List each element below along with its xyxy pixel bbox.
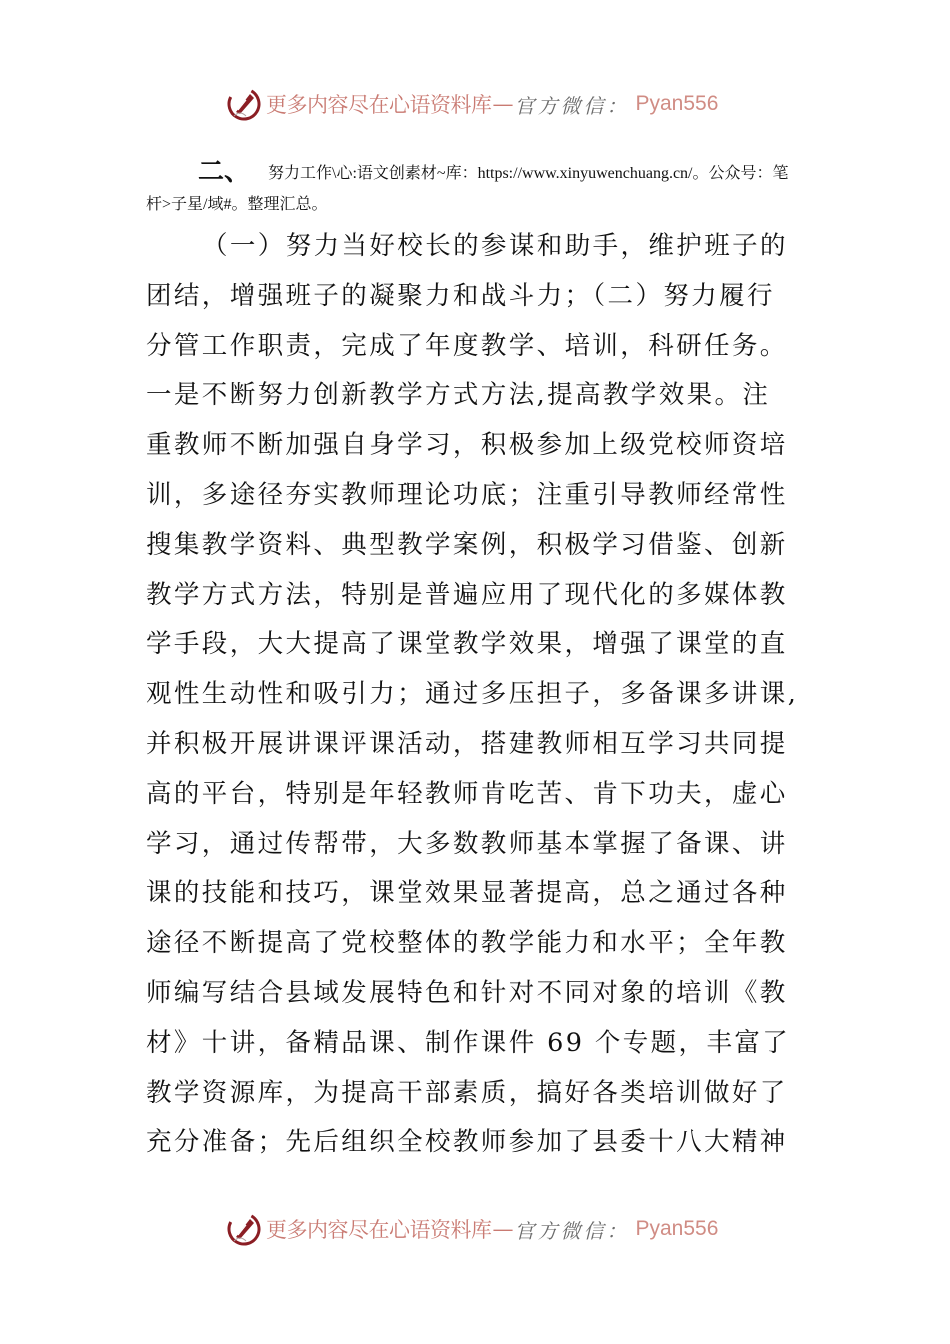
body-line: 师编写结合县域发展特色和针对不同对象的培训《教	[146, 977, 788, 1008]
body-line: 并积极开展讲课评课活动，搭建教师相互学习共同提	[146, 728, 788, 759]
body-line: 高的平台，特别是年轻教师肯吃苦、肯下功夫，虚心	[146, 778, 788, 809]
wechat-id: Pyan556	[635, 1217, 719, 1240]
section-heading	[146, 157, 816, 217]
body-line: 一是不断努力创新教学方式方法,提高教学效果。注	[146, 380, 771, 411]
wechat-id: Pyan556	[635, 92, 719, 115]
body-line: 重教师不断加强自身学习，积极参加上级党校师资培	[146, 430, 788, 461]
body-line: 材》十讲，备精品课、制作课件 69 个专题，丰富了	[146, 1027, 791, 1058]
body-line: 学习，通过传帮带，大多数教师基本掌握了备课、讲	[146, 828, 788, 859]
footer-watermark-banner	[226, 1209, 726, 1249]
separator-dash: —	[492, 1217, 514, 1241]
body-line: 分管工作职责，完成了年度教学、培训，科研任务。	[146, 330, 788, 361]
body-line: 教学方式方法，特别是普遍应用了现代化的多媒体教	[146, 579, 788, 610]
promo-text: 更多内容尽在心语资料库	[266, 1218, 492, 1242]
header-watermark-banner	[226, 84, 726, 124]
body-line: 团结，增强班子的凝聚力和战斗力；（二）努力履行	[146, 280, 775, 311]
body-line: 课的技能和技巧，课堂效果显著提高，总之通过各种	[146, 878, 788, 909]
body-line: 学手段，大大提高了课堂教学效果，增强了课堂的直	[146, 629, 788, 660]
body-line: 途径不断提高了党校整体的教学能力和水平；全年教	[146, 928, 788, 959]
source-note-line-2: 杆>子星/域#。整理汇总。	[146, 196, 328, 213]
body-line: （一）努力当好校长的参谋和助手，维护班子的	[202, 231, 788, 261]
section-number: 二、	[198, 157, 251, 187]
wechat-label: 官方微信：	[514, 93, 630, 118]
wechat-label: 官方微信：	[514, 1218, 630, 1243]
quill-pen-logo-icon	[226, 1211, 262, 1247]
body-line: 充分准备；先后组织全校教师参加了县委十八大精神	[146, 1127, 788, 1158]
source-note-line-1: 努力工作\心:语文创素材~库：https://www.xinyuwenchuang.cn/。公众号：笔	[268, 165, 789, 182]
quill-pen-logo-icon	[226, 86, 262, 122]
body-line: 观性生动性和吸引力；通过多压担子，多备课多讲课,	[146, 679, 799, 710]
separator-dash: —	[492, 92, 514, 116]
body-paragraph	[146, 222, 821, 1168]
body-line: 教学资源库，为提高干部素质，搞好各类培训做好了	[146, 1077, 788, 1108]
body-line: 搜集教学资料、典型教学案例，积极学习借鉴、创新	[146, 529, 788, 560]
promo-text: 更多内容尽在心语资料库	[266, 93, 492, 117]
body-line: 训，多途径夯实教师理论功底；注重引导教师经常性	[146, 479, 788, 510]
